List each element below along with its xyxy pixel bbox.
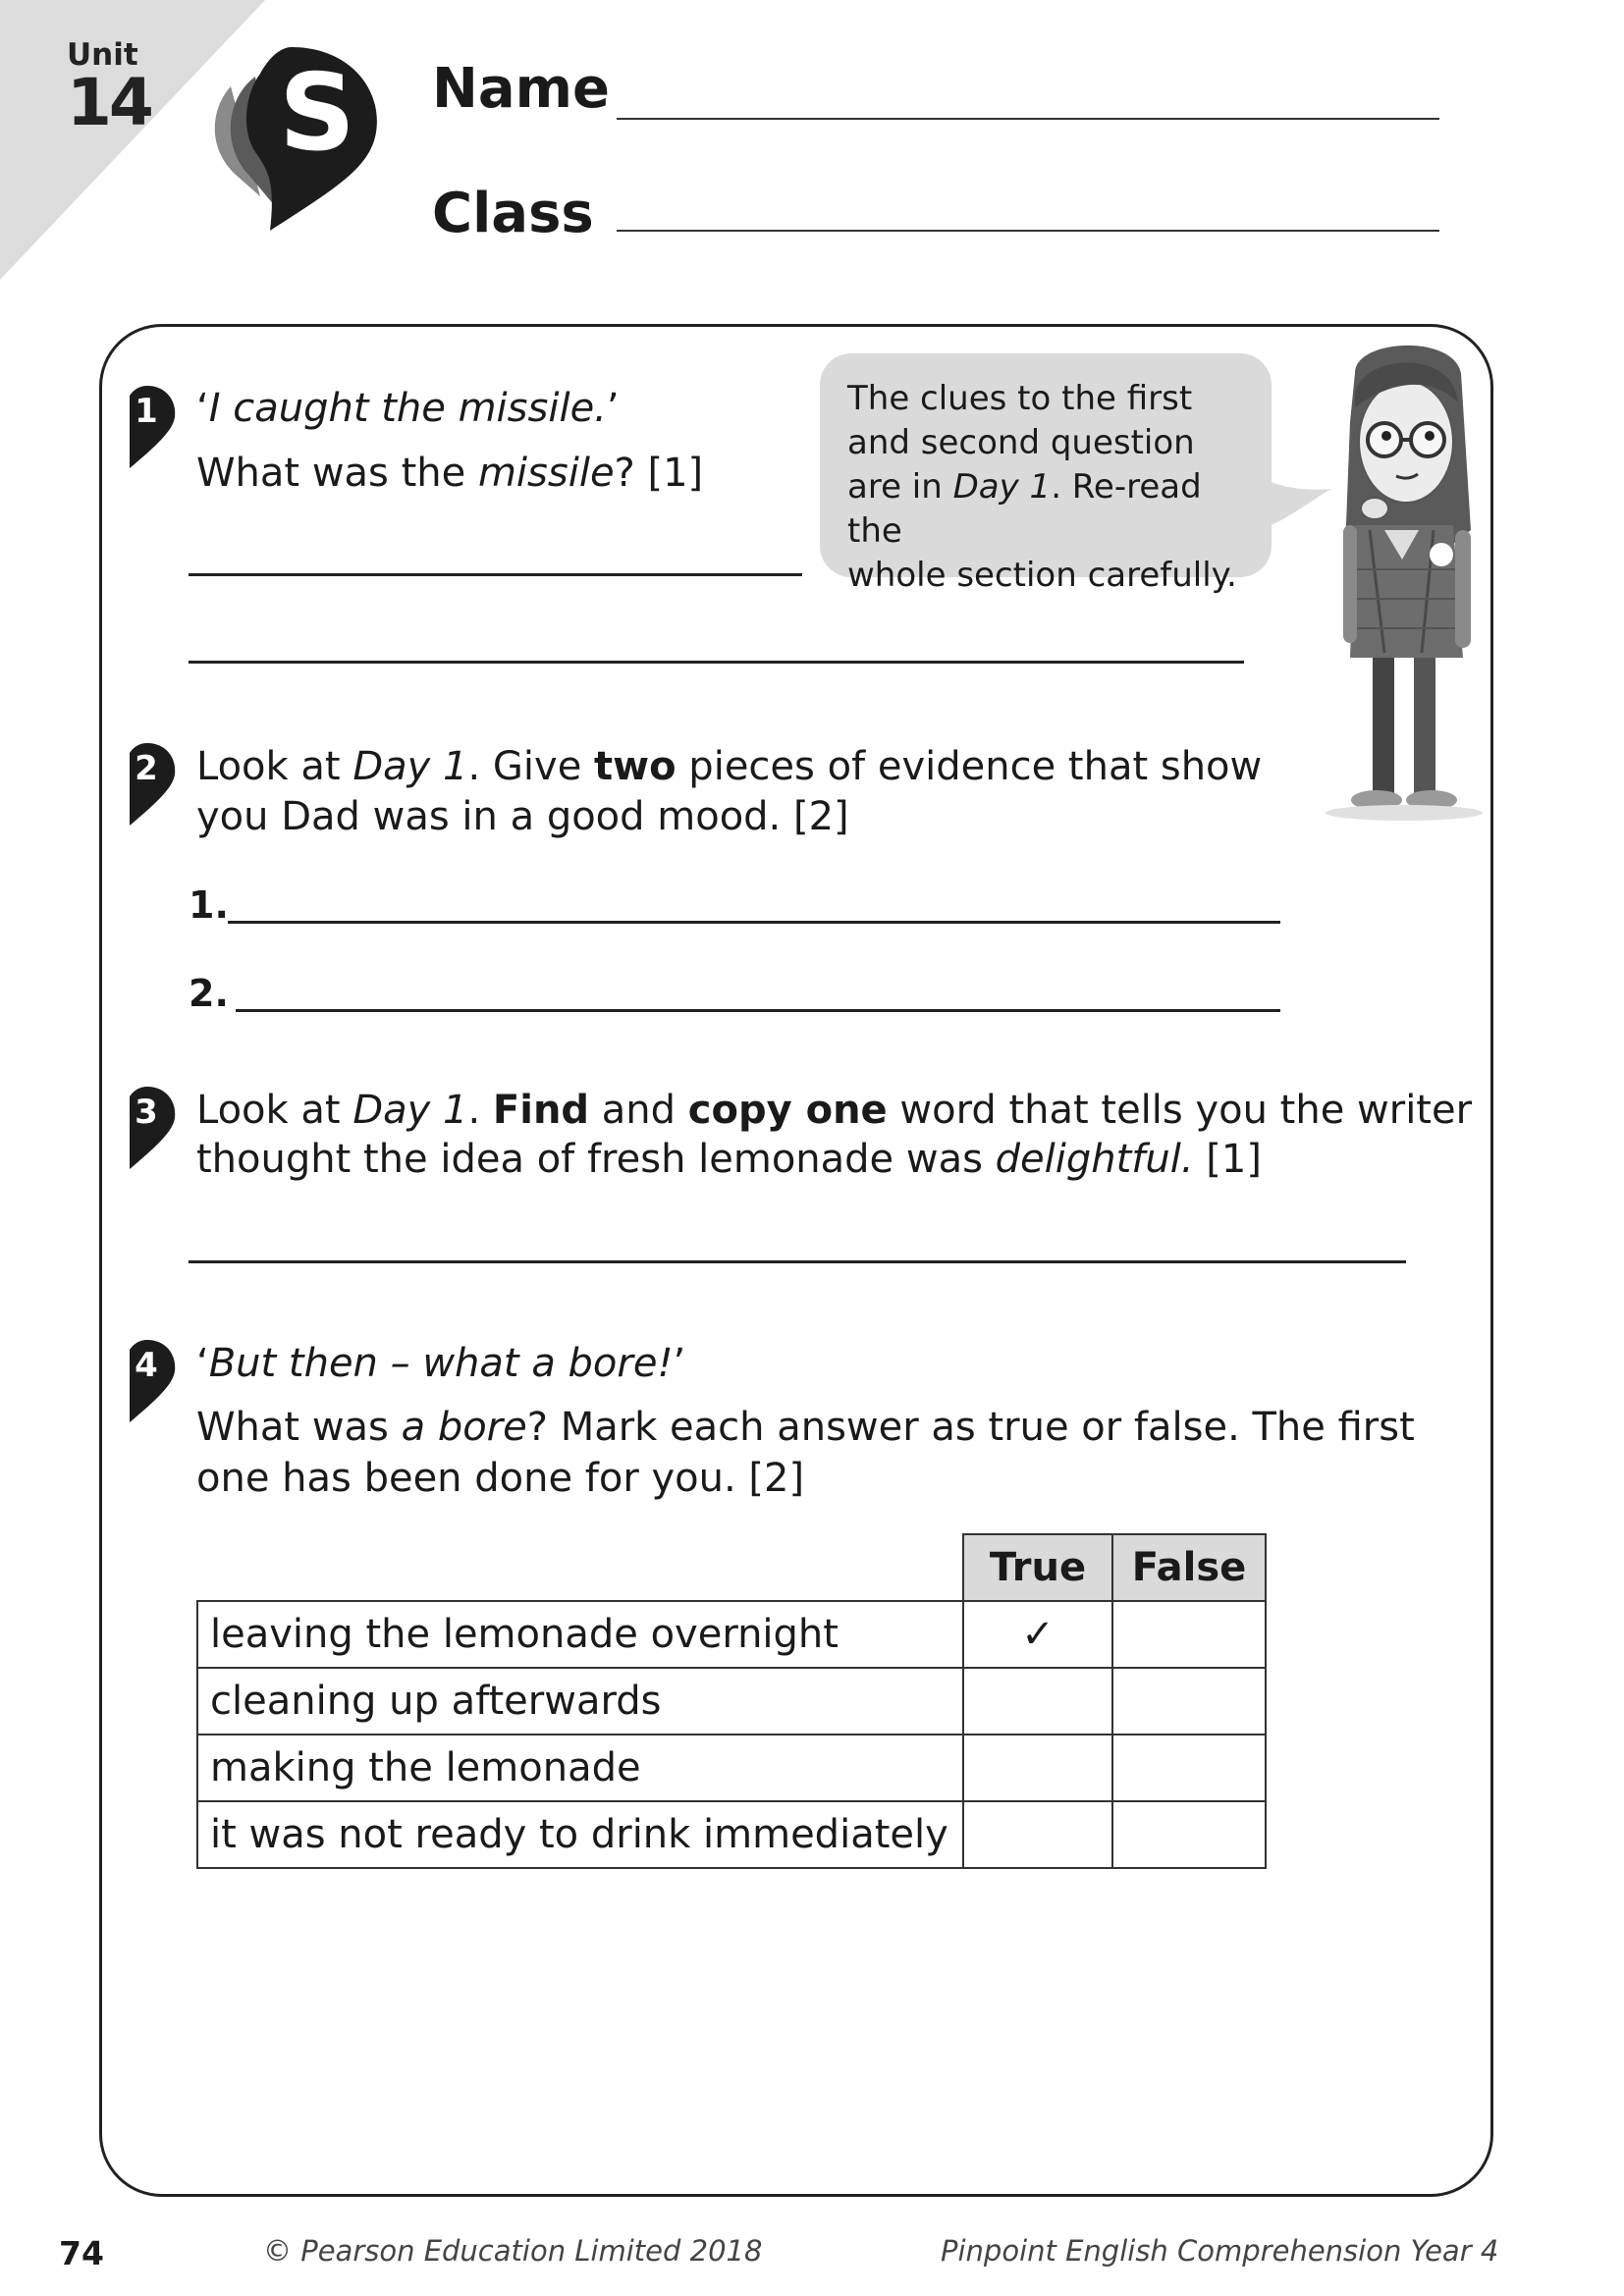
question-1-number: 1: [135, 392, 158, 431]
table-row: [197, 1668, 1266, 1735]
unit-label: Unit: [67, 37, 138, 73]
question-2-text-line-1: Look at Day 1. Give two pieces of evidence that show: [196, 744, 1263, 789]
footer-copyright: © Pearson Education Limited 2018: [263, 2234, 763, 2268]
true-false-table: [196, 1533, 1267, 1869]
false-checkbox-cell[interactable]: [1112, 1801, 1266, 1868]
name-label: Name: [432, 57, 610, 121]
question-2-marker: [126, 743, 185, 826]
name-input-line[interactable]: [617, 118, 1439, 120]
question-4-marker: [126, 1340, 185, 1422]
hint-speech-bubble: [820, 353, 1272, 595]
bubble-tail: [1265, 479, 1333, 548]
table-header-row: [197, 1534, 1266, 1601]
question-2-answer-line-2[interactable]: [236, 1009, 1280, 1012]
pinpoint-logo-icon: [201, 39, 393, 236]
false-column-header: False: [1112, 1534, 1266, 1601]
statement-cell: cleaning up afterwards: [197, 1668, 963, 1735]
true-checkbox-cell[interactable]: [963, 1668, 1112, 1735]
class-input-line[interactable]: [617, 230, 1439, 232]
page-number: 74: [59, 2234, 104, 2272]
question-4-number: 4: [135, 1346, 158, 1385]
true-checkbox-cell[interactable]: ✓: [963, 1601, 1112, 1668]
footer-book-title: Pinpoint English Comprehension Year 4: [941, 2234, 1499, 2268]
question-3-text-line-2: thought the idea of fresh lemonade was delightful. [1]: [196, 1137, 1262, 1182]
hint-line-2: and second question: [847, 423, 1195, 462]
question-3-marker: [126, 1087, 185, 1169]
hint-line-1: The clues to the first: [847, 379, 1193, 418]
question-4-quote: ‘But then – what a bore!’: [196, 1341, 686, 1386]
question-1-text: What was the missile? [1]: [196, 451, 704, 496]
girl-character-icon: [1316, 334, 1492, 825]
false-checkbox-cell[interactable]: [1112, 1668, 1266, 1735]
hint-line-3: are in Day 1. Re-read the: [847, 467, 1202, 551]
true-checkbox-cell[interactable]: [963, 1735, 1112, 1801]
question-4-text-line-2: one has been done for you. [2]: [196, 1456, 805, 1501]
class-label: Class: [432, 182, 594, 245]
question-2-answer-line-1[interactable]: [228, 921, 1280, 924]
question-2-number: 2: [135, 749, 158, 788]
statement-cell: it was not ready to drink immediately: [197, 1801, 963, 1868]
table-row: [197, 1735, 1266, 1801]
question-2-text-line-2: you Dad was in a good mood. [2]: [196, 794, 849, 839]
question-2-answer-2-label: 2.: [189, 972, 229, 1015]
question-1-marker: [126, 386, 185, 468]
table-row: [197, 1801, 1266, 1868]
question-3-answer-line[interactable]: [189, 1260, 1406, 1263]
question-4-text-line-1: What was a bore? Mark each answer as true or false. The first: [196, 1405, 1415, 1450]
statement-cell: making the lemonade: [197, 1735, 963, 1801]
unit-number: 14: [67, 65, 151, 140]
question-1-quote: ‘I caught the missile.’: [196, 386, 620, 431]
false-checkbox-cell[interactable]: [1112, 1601, 1266, 1668]
statement-cell: leaving the lemonade overnight: [197, 1601, 963, 1668]
false-checkbox-cell[interactable]: [1112, 1735, 1266, 1801]
question-2-answer-1-label: 1.: [189, 883, 229, 927]
question-1-answer-line-1[interactable]: [189, 573, 802, 576]
true-column-header: True: [963, 1534, 1112, 1601]
question-1-answer-line-2[interactable]: [189, 661, 1244, 664]
table-row: [197, 1601, 1266, 1668]
question-3-text-line-1: Look at Day 1. Find and copy one word that tells you the writer: [196, 1088, 1473, 1133]
true-checkbox-cell[interactable]: [963, 1801, 1112, 1868]
logo-letter: S: [279, 52, 355, 175]
question-3-number: 3: [135, 1093, 158, 1132]
hint-line-4: whole section carefully.: [847, 556, 1237, 595]
